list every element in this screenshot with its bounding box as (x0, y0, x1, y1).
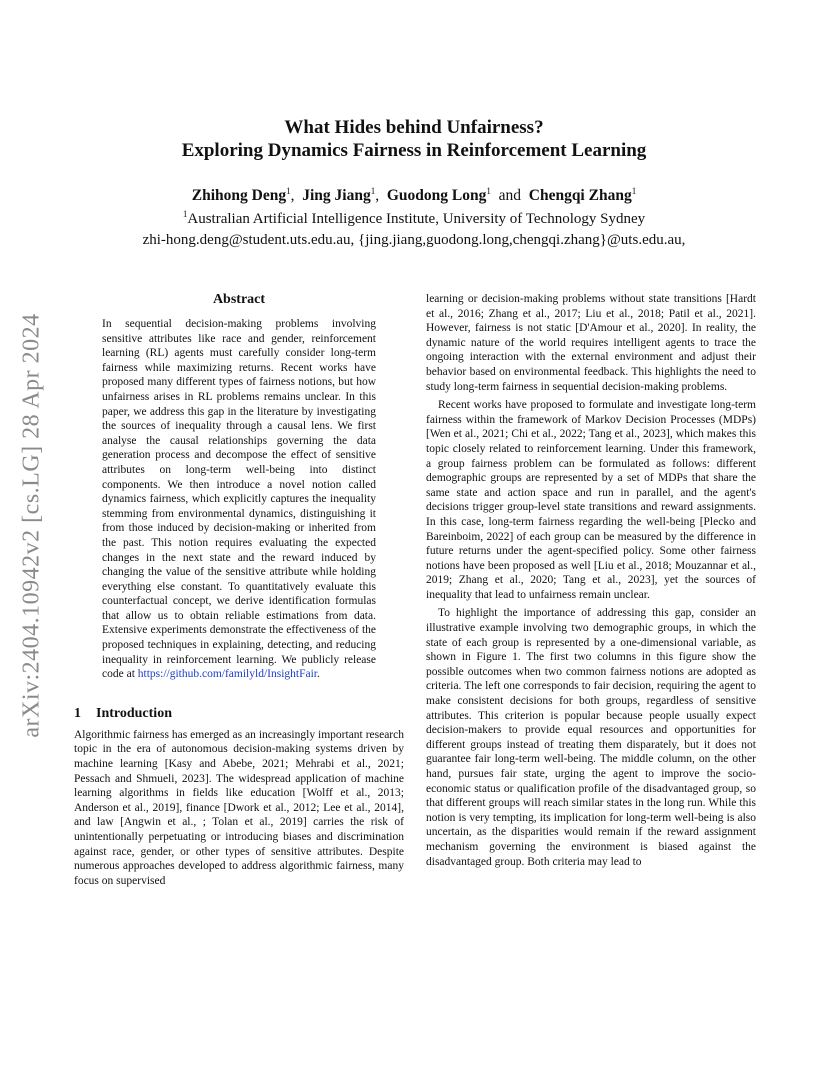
left-column (74, 292, 404, 888)
section-heading-introduction (74, 706, 404, 722)
paper-title (0, 116, 828, 162)
author-emails: zhi-hong.deng@student.uts.edu.au, {jing.jiang,guodong.long,chengqi.zhang}@uts.edu.au, (142, 232, 686, 248)
author-separator: , (290, 187, 295, 205)
title-line-1: What Hides behind Unfairness? (284, 117, 544, 138)
abstract-body (102, 317, 376, 682)
arxiv-identifier: arXiv:2404.10942v2 [cs.LG] 28 Apr 2024 (18, 312, 45, 738)
author-name: Chengqi Zhang (528, 187, 632, 205)
author-name: Jing Jiang (302, 187, 371, 205)
body-paragraph: To highlight the importance of addressing this gap, consider an illustrative example involving two demographic groups, in which the state of each group is represented by a one-dimensional variable, as shown in Figure 1. The first two columns in this figure show the possible outcomes when two common fairness notions are adopted as criteria. The left one corresponds to fair decision, requiring the agent to make consistent decisions for both groups, regardless of sensitive attributes. This criterion is popular because people usually expect decision-makers to provide equal resources and opportunities for different groups instead of treating them disparately, but it does not guarantee fair long-term well-being. The middle column, on the other hand, pursues fair state, urging the agent to improve the socio-economic status or qualification profile of the disadvantaged group, so that different groups will reach similar states in the long run. While this notion is very tempting, its implication for long-term well-being is also uncertain, as the disparities would remain if the reward assignment mechanism governing the environment is biased against the disadvantaged group. Both criteria may lead to (426, 607, 756, 868)
author-name: Guodong Long (386, 187, 487, 205)
author-list (0, 186, 828, 205)
section-number: 1 (74, 705, 81, 721)
right-column (426, 292, 756, 869)
abstract-end: . (316, 668, 320, 681)
author-affil-mark: 1 (486, 186, 491, 196)
author-separator: , (375, 187, 380, 205)
affiliation-mark: 1 (182, 209, 188, 219)
affiliation (0, 209, 828, 228)
author-affil-mark: 1 (370, 186, 376, 196)
author-name: Zhihong Deng (191, 187, 287, 205)
abstract-heading: Abstract (212, 292, 266, 307)
body-paragraph: learning or decision-making problems without state transitions [Hardt et al., 2016; Zhang et al., 2017; Liu et al., 2018; Patil et al., 2021]. However, fairness is not static [D'Amour et al., 2020]. In reality, the dynamic nature of the world requires intelligent agents to trace the ongoing interaction with the external environment and adjust their behavior based on environmental feedback. This highlights the need to study long-term fairness in sequential decision-making problems. (426, 293, 756, 393)
title-line-2: Exploring Dynamics Fairness in Reinforcement Learning (181, 140, 647, 161)
arxiv-side-stamp (20, 290, 44, 760)
author-affil-mark: 1 (286, 186, 291, 196)
body-paragraph: Recent works have proposed to formulate and investigate long-term fairness within the framework of Markov Decision Processes (MDPs) [Wen et al., 2021; Chi et al., 2022; Tang et al., 2023], which makes this topic closely related to reinforcement learning. Under this framework, a group fairness problem can be formulated as follows: different demographic groups are represented by a set of MDPs that share the same state and action space and run in parallel, and the agent's decisions trigger group-level state transitions and reward assignments. In this case, long-term fairness regarding the well-being [Plecko and Bareinboim, 2022] of each group can be measured by the difference in future returns under the agent-specified policy. Some other fairness notions have been proposed as well [Liu et al., 2018; Mouzannar et al., 2019; Zhang et al., 2020; Tang et al., 2023], yet the sources of inequality that lead to unfairness remain unclear. (426, 399, 756, 601)
code-link[interactable]: https://github.com/familyld/InsightFair (137, 668, 317, 681)
author-affil-mark: 1 (631, 186, 637, 196)
abstract-text: In sequential decision-making problems involving sensitive attributes like race and gender, reinforcement learning (RL) agents must carefully consider long-term fairness while maximizing returns. Recent works have proposed many different types of fairness notions, but how unfairness arises in RL problems remains unclear. In this paper, we address this gap in the literature by investigating the sources of inequality through a causal lens. We first analyse the causal relationships governing the data generation process and decompose the effect of sensitive attributes on long-term well-being into distinct components. We then introduce a novel notion called dynamics fairness, which explicitly captures the inequality stemming from environmental dynamics, distinguishing it from those induced by decision-making or inherited from the past. This notion requires evaluating the expected changes in the next state and the reward induced by changing the value of the sensitive attribute while holding everything else constant. To quantitatively evaluate this counterfactual concept, we derive identification formulas that allow us to obtain reliable estimations from data. Extensive experiments demonstrate the effectiveness of the proposed techniques in explaining, detecting, and reducing inequality in reinforcement learning. We publicly release code at (102, 318, 376, 681)
intro-paragraph: Algorithmic fairness has emerged as an increasingly important research topic in the era of autonomous decision-making systems driven by machine learning [Kasy and Abebe, 2021; Mehrabi et al., 2021; Pessach and Shmueli, 2023]. The widespread application of machine learning algorithms in fields like education [Wolff et al., 2013; Anderson et al., 2019], finance [Dwork et al., 2012; Lee et al., 2014], and law [Angwin et al., ; Tolan et al., 2019] carries the risk of unintentionally perpetuating or introducing biases and discrimination against race, gender, or other types of sensitive attributes. Despite numerous approaches developed to address algorithmic fairness, many focus on supervised (74, 728, 404, 887)
affiliation-text: Australian Artificial Intelligence Institute, University of Technology Sydney (187, 211, 646, 227)
section-title: Introduction (96, 705, 172, 721)
author-separator: and (498, 187, 521, 205)
